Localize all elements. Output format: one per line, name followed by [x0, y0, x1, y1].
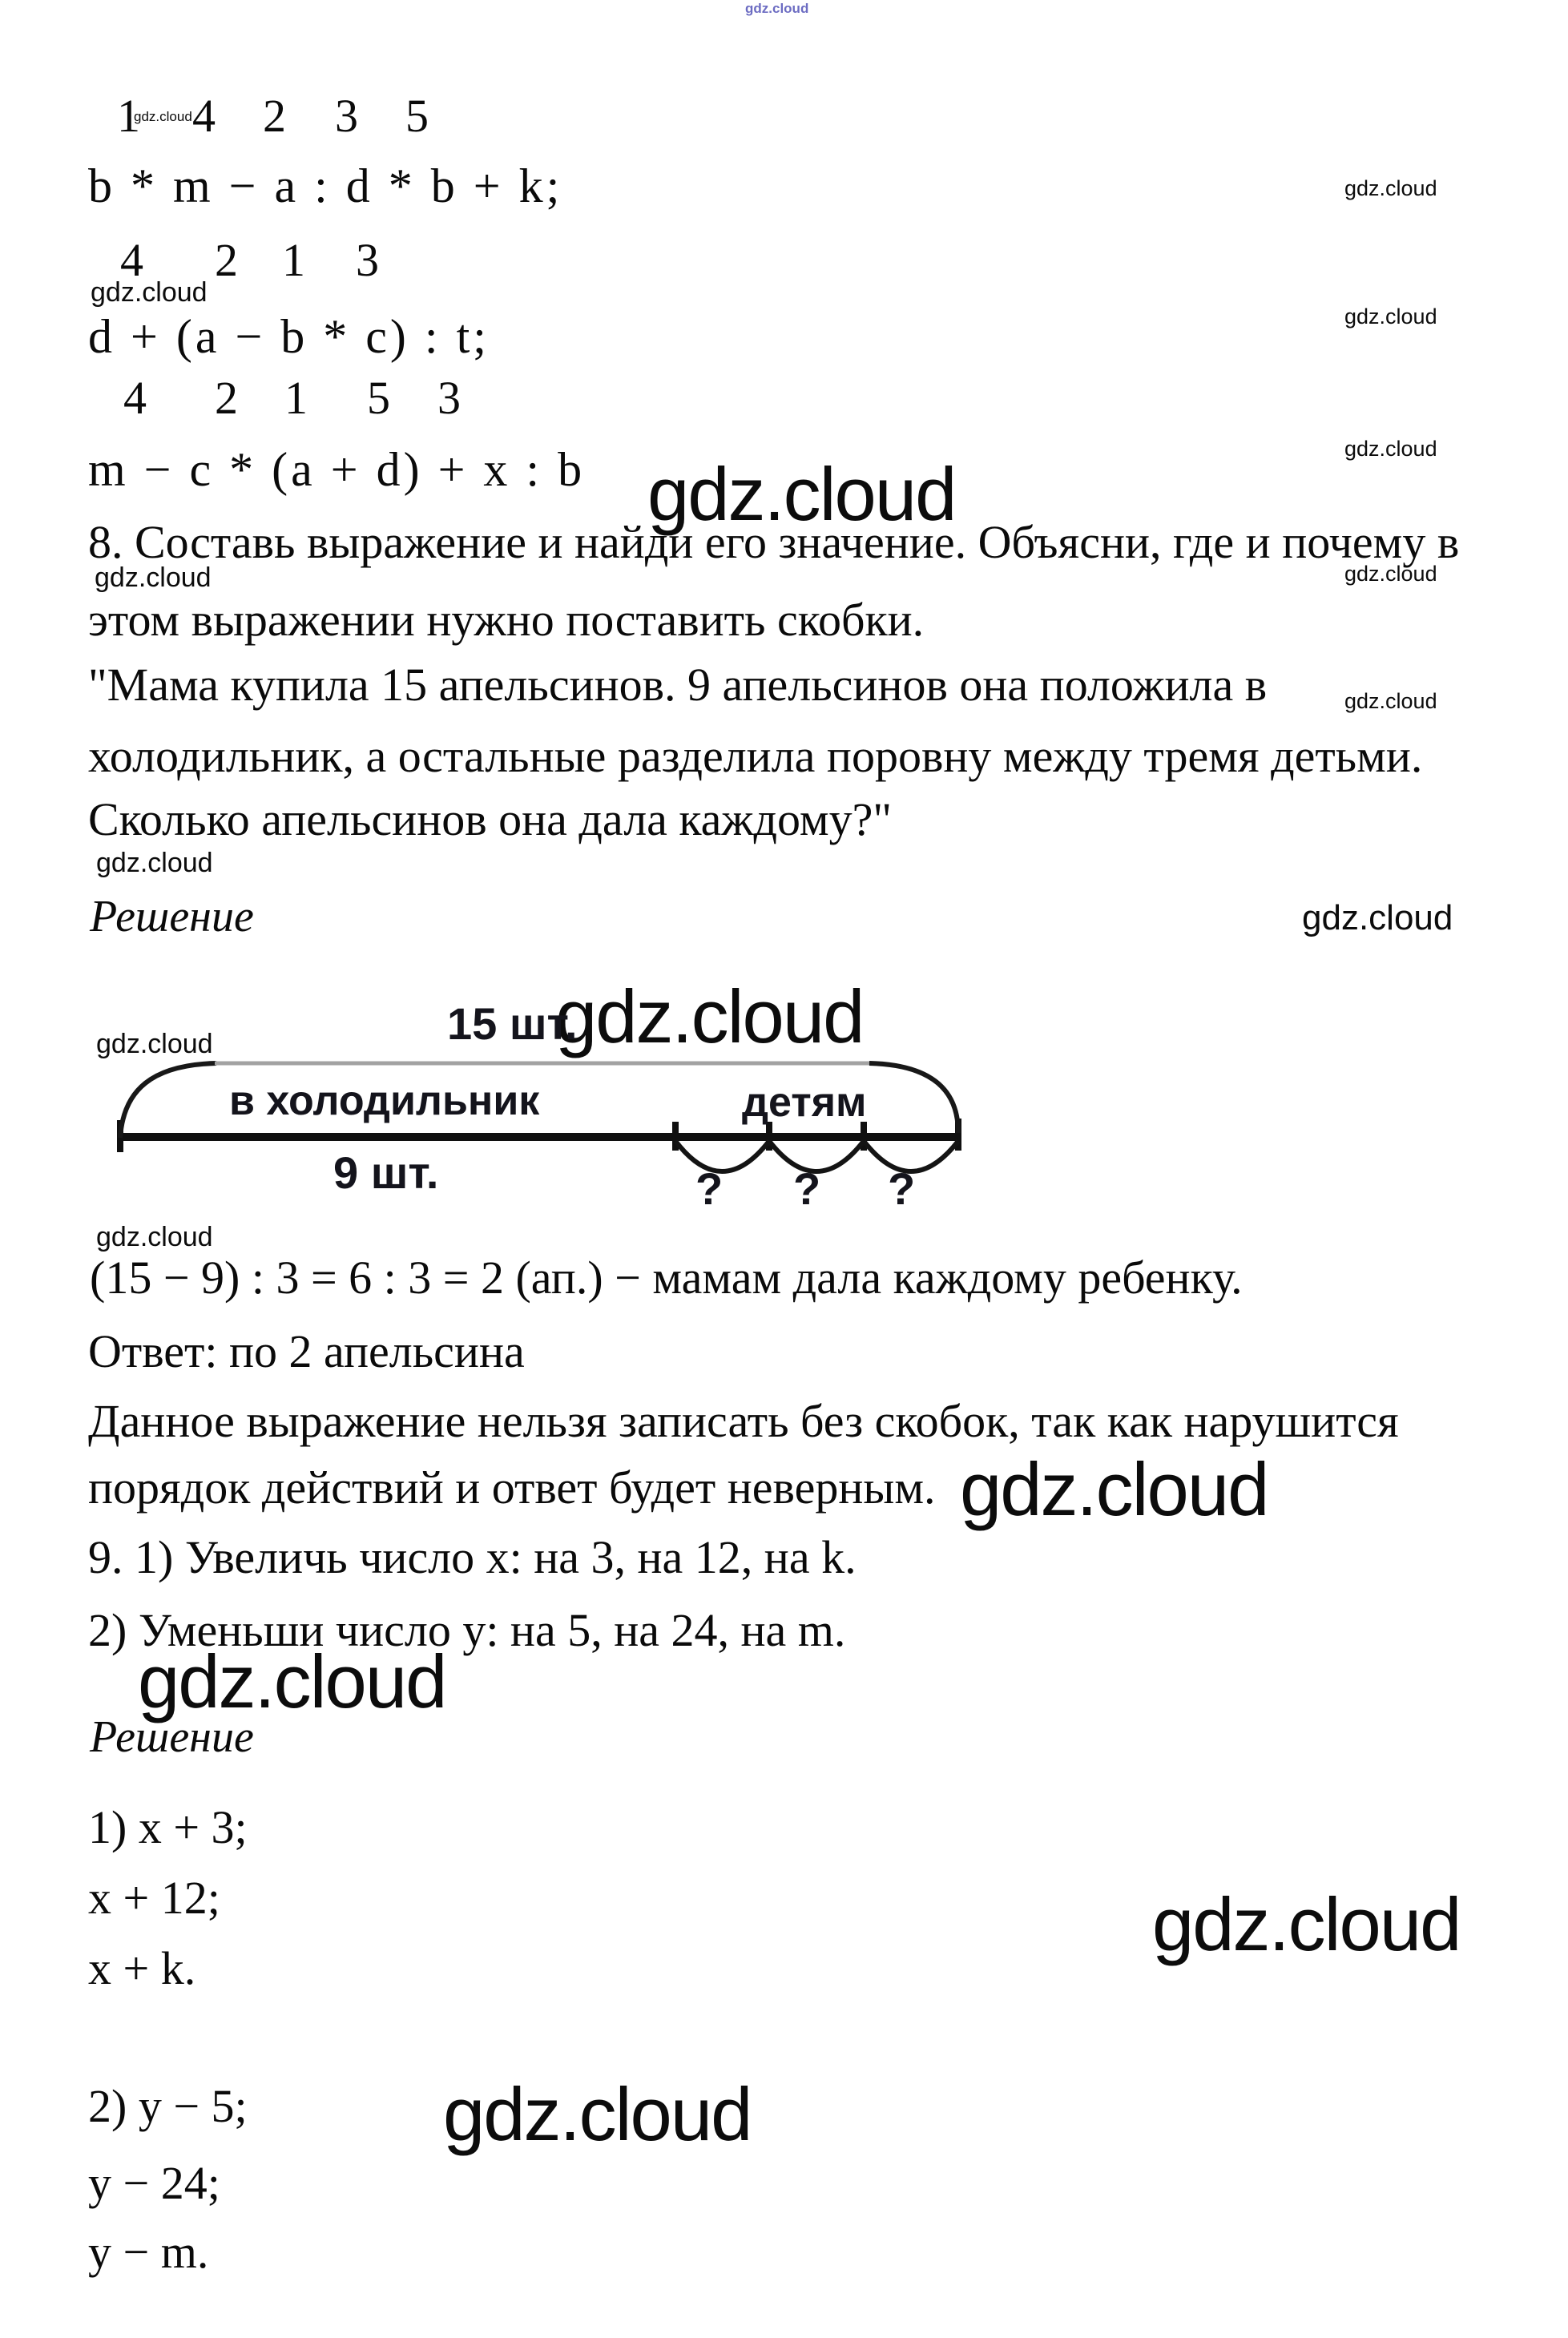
diagram-left-label: в холодильник: [229, 1078, 540, 1124]
diagram-question-mark: ?: [793, 1163, 821, 1214]
order-digit: 2: [263, 90, 286, 142]
order-digit: 1: [117, 90, 140, 142]
watermark-left-1: gdz.cloud: [91, 277, 208, 308]
watermark-inline-tiny: gdz.cloud: [134, 109, 192, 124]
task9-answer-line: 1) x + 3;: [88, 1801, 248, 1853]
watermark-right-3: gdz.cloud: [1344, 437, 1437, 461]
expression-line: d + (a − b * c) : t;: [88, 310, 490, 363]
watermark-left-4: gdz.cloud: [96, 1029, 213, 1059]
task8-title-line2: этом выражении нужно поставить скобки.: [88, 594, 925, 646]
watermark-right-6: gdz.cloud: [1302, 898, 1453, 937]
task8-answer: Ответ: по 2 апельсина: [88, 1325, 525, 1377]
task9-answer-line: 2) y − 5;: [88, 2080, 248, 2132]
watermark-big-2: gdz.cloud: [555, 974, 864, 1058]
task8-title-line1: 8. Составь выражение и найди его значение. Объясни, где и почему в: [88, 516, 1460, 568]
order-digit: 2: [215, 234, 238, 286]
order-digit: 2: [215, 372, 238, 424]
diagram-right-label: детям: [742, 1079, 867, 1126]
diagram-question-mark: ?: [888, 1163, 916, 1214]
task9-answer-line: y − 24;: [88, 2157, 220, 2209]
watermark-right-1: gdz.cloud: [1344, 176, 1437, 200]
order-digit: 1: [282, 234, 305, 286]
watermark-big-5: gdz.cloud: [1152, 1882, 1461, 1966]
task8-note-line1: Данное выражение нельзя записать без скобок, так как нарушится: [88, 1395, 1399, 1447]
expression-line: b * m − a : d * b + k;: [88, 159, 563, 212]
diagram-question-mark: ?: [695, 1163, 724, 1214]
task9-item2: 2) Уменьши число y: на 5, на 24, на m.: [88, 1604, 846, 1656]
task9-answer-line: x + 12;: [88, 1872, 220, 1924]
watermark-right-4: gdz.cloud: [1344, 562, 1437, 586]
task8-note-line2: порядок действий и ответ будет неверным.: [88, 1461, 936, 1514]
task9-answer-line: y − m.: [88, 2226, 209, 2278]
watermark-left-2: gdz.cloud: [95, 562, 212, 593]
order-digit: 4: [120, 234, 143, 286]
watermark-top-blue: gdz.cloud: [745, 1, 809, 16]
order-digit: 3: [356, 234, 379, 286]
task9-answer-line: x + k.: [88, 1942, 196, 1994]
order-digit: 3: [335, 90, 358, 142]
order-digit: 1: [284, 372, 308, 424]
order-digit: 5: [367, 372, 390, 424]
order-digit: 3: [437, 372, 461, 424]
solution-heading: Решение: [90, 892, 254, 941]
diagram-total-label: 15 шт.: [447, 998, 578, 1049]
task8-problem-quote-line2: холодильник, а остальные разделила поровну между тремя детьми.: [88, 730, 1423, 782]
task8-problem-quote-line3: Сколько апельсинов она дала каждому?": [88, 793, 893, 845]
order-digit: 4: [123, 372, 147, 424]
task8-problem-quote-line1: "Мама купила 15 апельсинов. 9 апельсинов она положила в: [88, 659, 1268, 711]
expression-line: m − c * (a + d) + x : b: [88, 443, 586, 496]
watermark-left-3: gdz.cloud: [96, 848, 213, 878]
order-digit: 4: [192, 90, 216, 142]
watermark-big-4: gdz.cloud: [138, 1639, 446, 1723]
task9-item1: 9. 1) Увеличь число x: на 3, на 12, на k.: [88, 1531, 857, 1583]
watermark-big-1: gdz.cloud: [647, 452, 956, 536]
solution-heading: Решение: [90, 1712, 254, 1762]
watermark-left-5: gdz.cloud: [96, 1222, 213, 1252]
diagram-left-count-label: 9 шт.: [333, 1147, 439, 1198]
watermark-big-6: gdz.cloud: [443, 2072, 752, 2156]
watermark-right-5: gdz.cloud: [1344, 689, 1437, 713]
watermark-right-2: gdz.cloud: [1344, 304, 1437, 329]
task8-equation: (15 − 9) : 3 = 6 : 3 = 2 (ап.) − мамам дала каждому ребенку.: [90, 1252, 1243, 1304]
watermark-big-3: gdz.cloud: [960, 1447, 1268, 1531]
order-digit: 5: [405, 90, 429, 142]
